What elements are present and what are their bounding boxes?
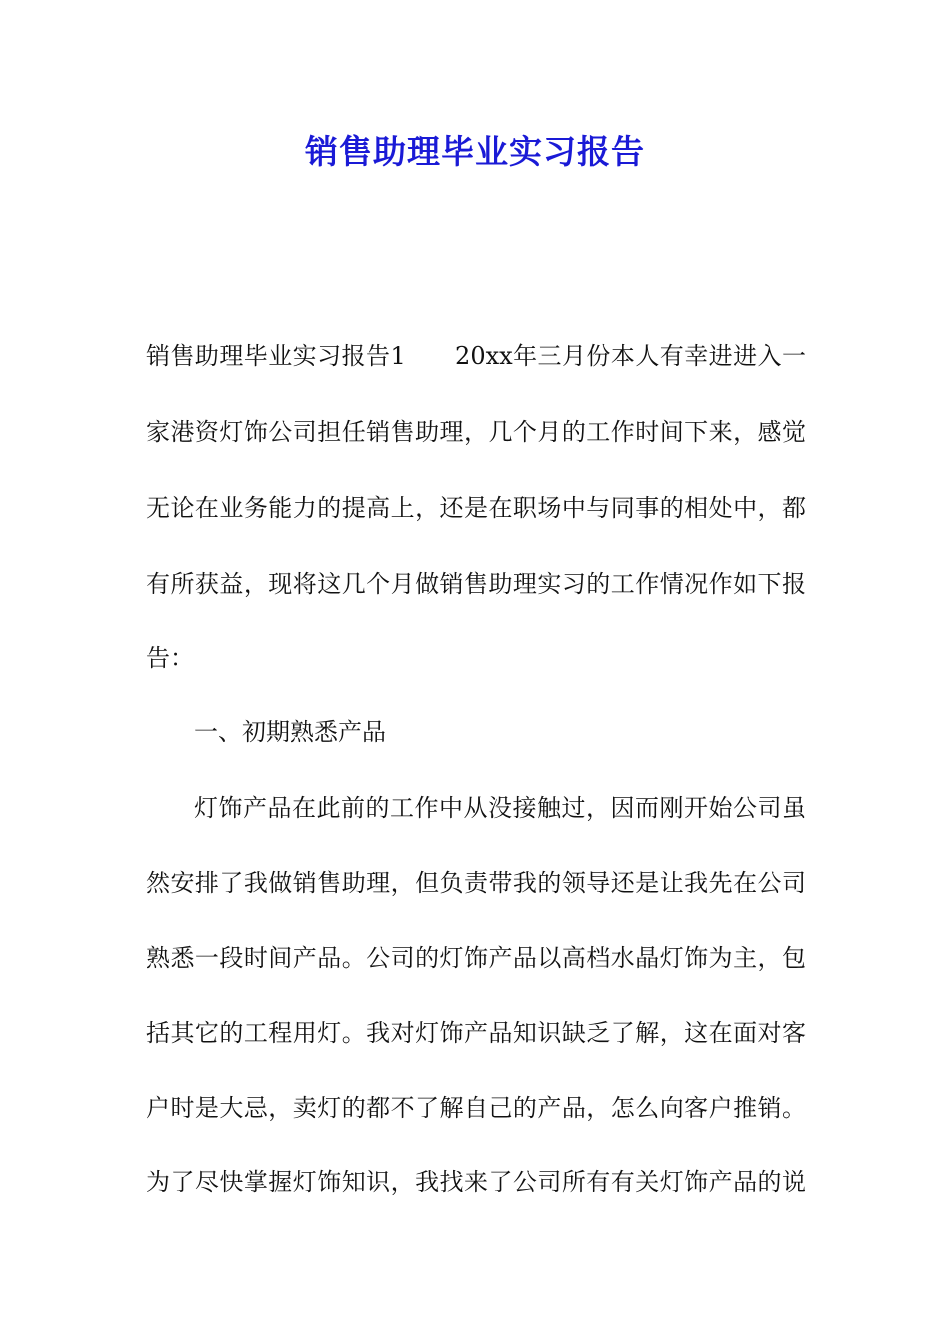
body-line-11: 户时是大忌，卖灯的都不了解自己的产品，怎么向客户推销。	[146, 1094, 806, 1122]
body-line-12: 为了尽快掌握灯饰知识，我找来了公司所有有关灯饰产品的说	[146, 1168, 806, 1196]
body-line-4: 有所获益，现将这几个月做销售助理实习的工作情况作如下报	[146, 570, 806, 598]
body-line-7: 灯饰产品在此前的工作中从没接触过，因而刚开始公司虽	[194, 794, 806, 822]
body-line-5: 告：	[146, 644, 194, 672]
body-line-3: 无论在业务能力的提高上，还是在职场中与同事的相处中，都	[146, 494, 806, 522]
body-line-10: 括其它的工程用灯。我对灯饰产品知识缺乏了解，这在面对客	[146, 1019, 806, 1047]
document-title: 销售助理毕业实习报告	[305, 132, 645, 171]
body-line-8: 然安排了我做销售助理，但负责带我的领导还是让我先在公司	[146, 869, 806, 897]
body-line-2: 家港资灯饰公司担任销售助理，几个月的工作时间下来，感觉	[146, 418, 806, 446]
body-line-1: 销售助理毕业实习报告1 20xx年三月份本人有幸进进入一	[146, 342, 806, 370]
body-line-9: 熟悉一段时间产品。公司的灯饰产品以高档水晶灯饰为主，包	[146, 944, 806, 972]
section-heading: 一、初期熟悉产品	[194, 718, 386, 746]
